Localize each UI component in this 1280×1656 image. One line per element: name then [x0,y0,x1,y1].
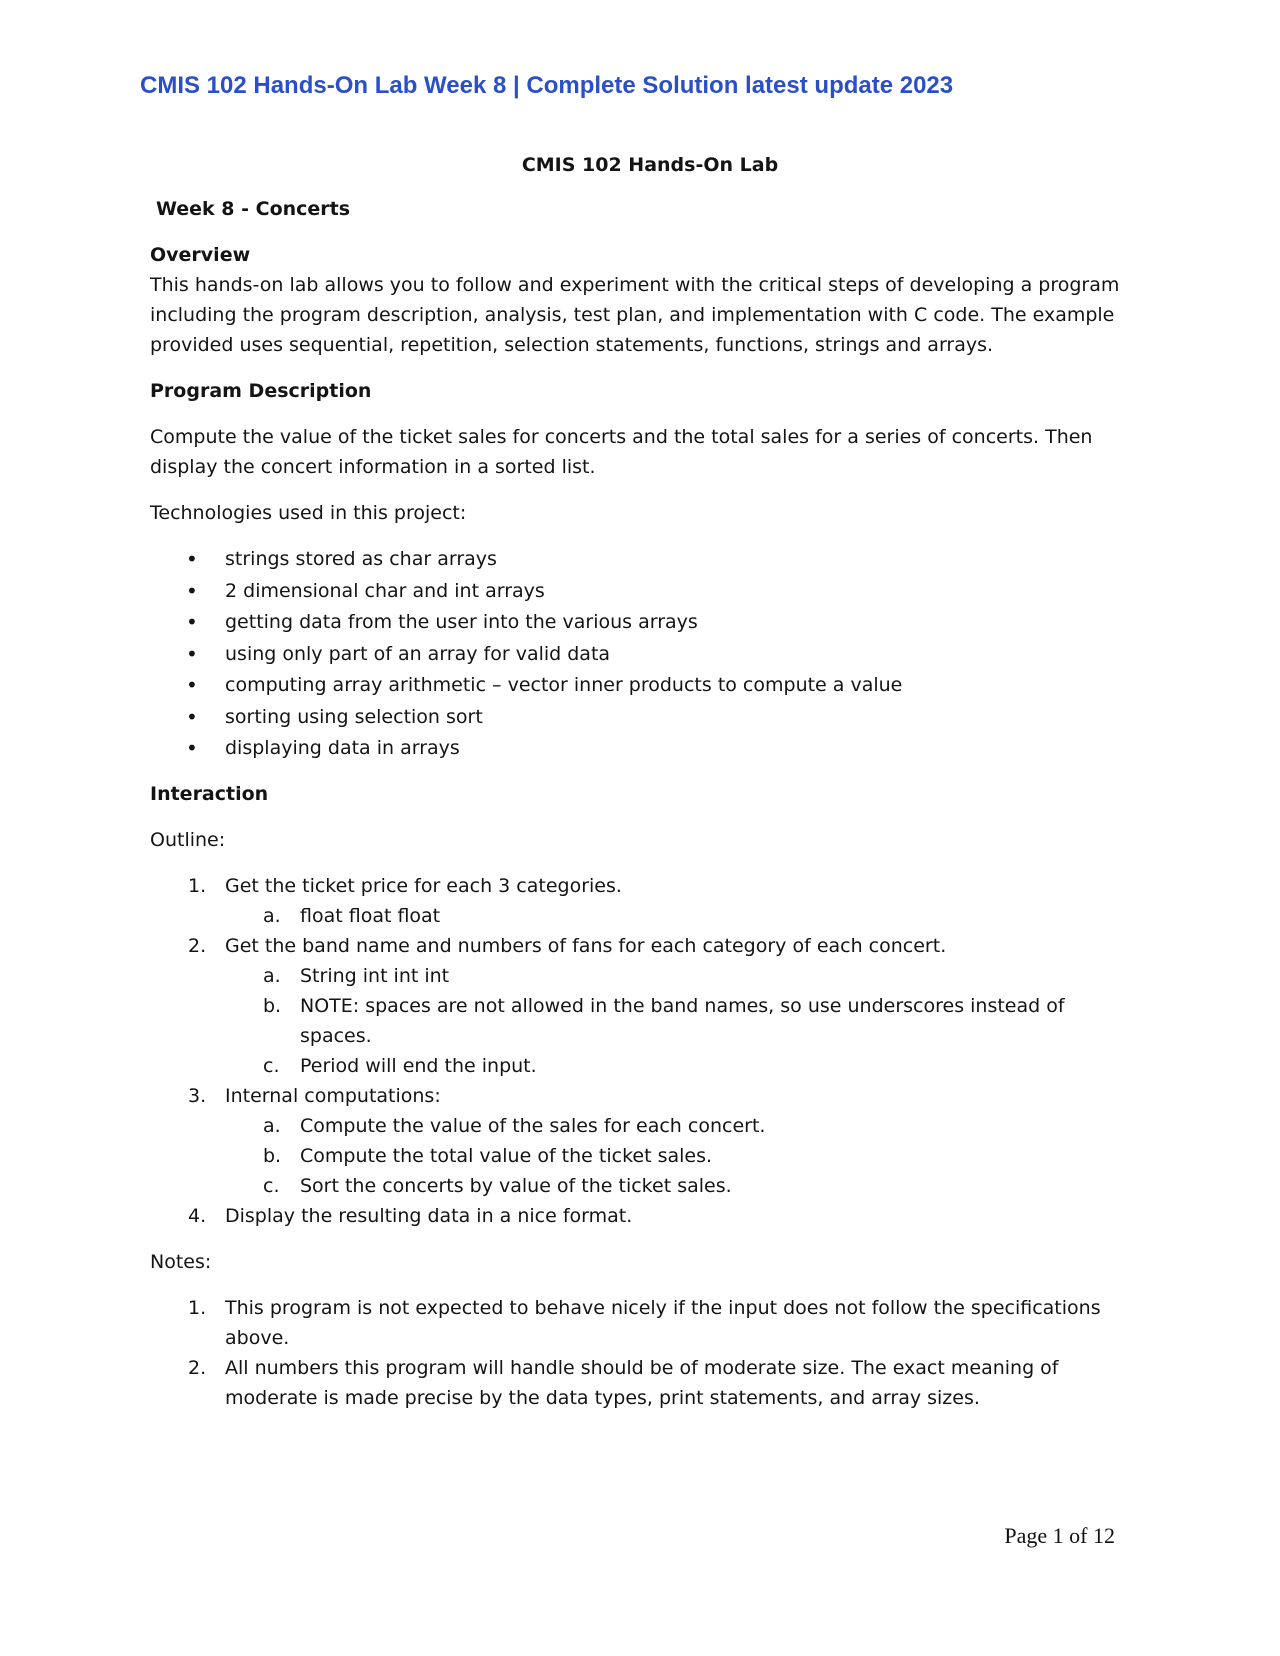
outline-item [150,931,1130,1081]
outline-subitem-text: Period will end the input. [300,1054,537,1077]
technology-item-text: strings stored as char arrays [225,548,497,570]
technology-item-text: computing array arithmetic – vector inner products to compute a value [225,674,903,696]
notes-list [150,1293,1130,1413]
outline-sublist [225,961,1130,1081]
interaction-heading: Interaction [150,782,269,805]
page-number: Page 1 of 12 [1004,1523,1115,1548]
outline-sublist [225,1111,1130,1201]
bullet-icon: • [186,578,198,603]
list-item [150,607,1130,639]
outline-item [150,1201,1130,1231]
bullet-icon: • [186,610,198,634]
bullet-icon: • [186,547,198,571]
outline-letter: a. [263,1114,281,1137]
list-item [150,639,1130,671]
program-description-text: Compute the value of the ticket sales for concerts and the total sales for a series of concerts. Then display the concert information in a sorted list. [150,426,1093,478]
technology-item-text: 2 dimensional char and int arrays [225,579,545,602]
bullet-icon: • [186,736,198,760]
note-number: 2. [188,1356,207,1379]
technology-item-text: displaying data in arrays [225,737,460,759]
outline-letter: b. [263,1144,282,1167]
outline-sublist [225,901,1130,931]
technology-item-text: getting data from the user into the various arrays [225,611,698,633]
outline-letter: a. [263,964,281,987]
technology-item-text: using only part of an array for valid data [225,642,611,665]
document-body [150,150,1130,1429]
outline-letter: b. [263,994,282,1017]
outline-subitem [225,1111,1130,1141]
outline-subitem-text: Compute the value of the sales for each concert. [300,1114,766,1137]
list-item [150,576,1130,608]
week-title: Week 8 - Concerts [156,198,351,220]
bullet-icon: • [186,673,198,697]
list-item [150,670,1130,702]
outline-subitem-text: float float float [300,904,441,927]
document-header-title: CMIS 102 Hands-On Lab Week 8 | Complete Solution latest update 2023 [140,72,954,99]
bullet-icon: • [186,704,198,729]
outline-text: Internal computations: [225,1084,441,1107]
outline-subitem-text: Sort the concerts by value of the ticket sales. [300,1174,732,1197]
outline-label: Outline: [150,828,226,851]
note-item [150,1353,1130,1413]
technologies-list [150,544,1130,765]
outline-subitem [225,1051,1130,1081]
note-text: All numbers this program will handle should be of moderate size. The exact meaning of moderate is made precise by the data types, print statements, and array sizes. [225,1356,1059,1409]
outline-subitem [225,901,1130,931]
list-item [150,733,1130,765]
outline-number: 1. [188,874,207,897]
document-title: CMIS 102 Hands-On Lab [521,154,779,176]
note-text: This program is not expected to behave nicely if the input does not follow the specifications above. [225,1296,1101,1349]
program-description-heading: Program Description [150,380,372,402]
outline-text: Get the band name and numbers of fans for each category of each concert. [225,934,947,957]
outline-letter: c. [263,1174,280,1197]
note-item [150,1293,1130,1353]
outline-subitem [225,1141,1130,1171]
list-item [150,702,1130,734]
outline-subitem-text: String int int int [300,964,450,987]
outline-subitem [225,961,1130,991]
notes-label: Notes: [150,1250,212,1273]
outline-subitem-text: Compute the total value of the ticket sales. [300,1144,713,1167]
outline-number: 4. [188,1204,207,1227]
technology-item-text: sorting using selection sort [225,705,483,728]
outline-subitem [225,991,1130,1051]
outline-item [150,1081,1130,1201]
outline-subitem [225,1171,1130,1201]
outline-number: 2. [188,934,207,957]
outline-letter: a. [263,904,281,927]
outline-number: 3. [188,1084,207,1107]
overview-text: This hands-on lab allows you to follow and experiment with the critical steps of developing a program including the program description, analysis, test plan, and implementation with C code. The example provided uses sequential, repetition, selection statements, functions, strings and arrays. [150,274,1120,356]
technologies-intro: Technologies used in this project: [150,502,467,524]
outline-list [150,871,1130,1231]
outline-letter: c. [263,1054,280,1077]
outline-subitem-text: NOTE: spaces are not allowed in the band names, so use underscores instead of spaces. [300,994,1065,1047]
bullet-icon: • [186,641,198,666]
outline-item [150,871,1130,931]
note-number: 1. [188,1296,207,1319]
list-item [150,544,1130,576]
outline-text: Get the ticket price for each 3 categories. [225,874,622,897]
outline-text: Display the resulting data in a nice format. [225,1204,633,1227]
overview-heading: Overview [150,244,251,266]
